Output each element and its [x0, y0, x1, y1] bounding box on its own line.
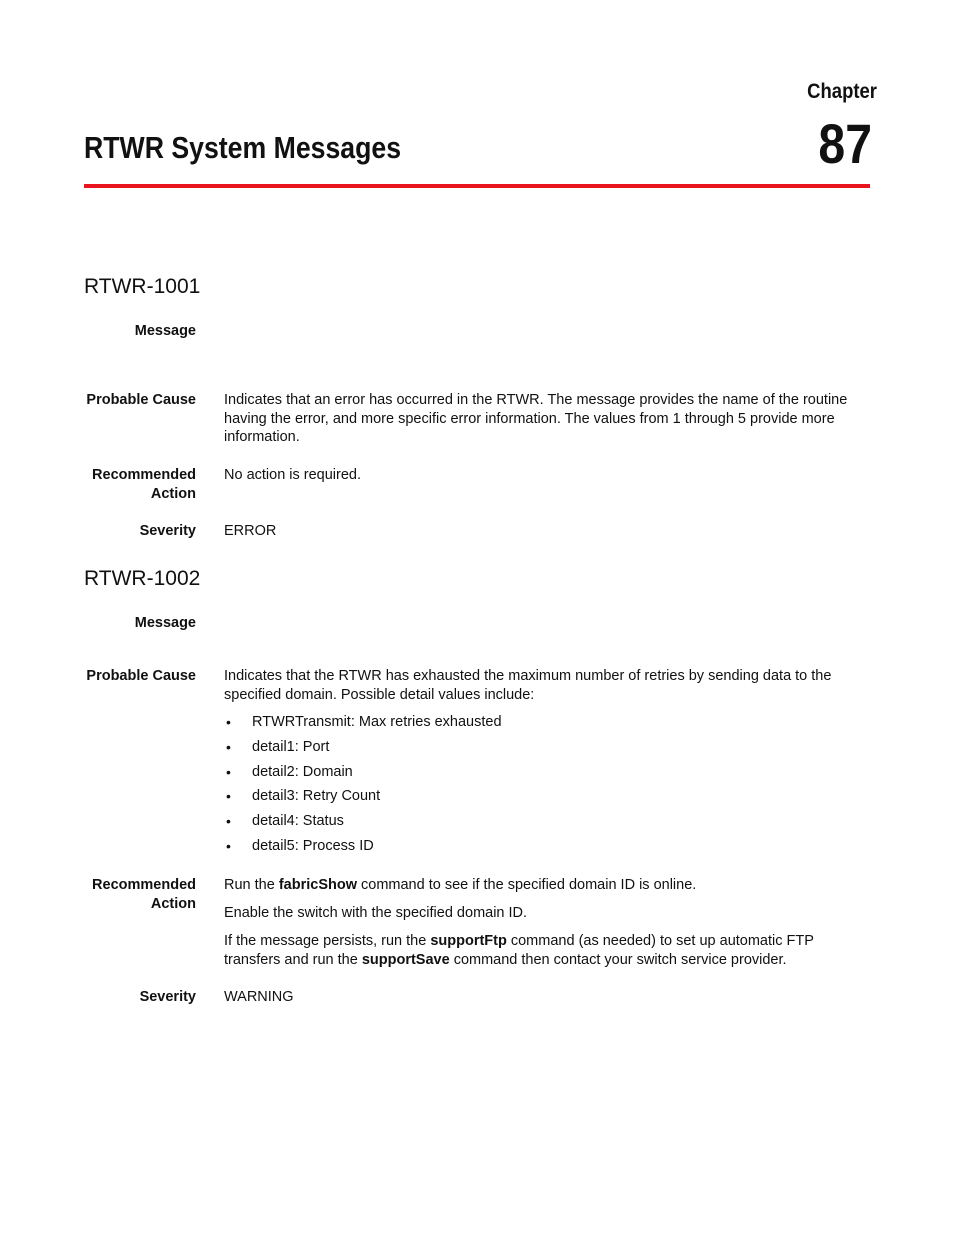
bullet-icon: • — [226, 763, 231, 780]
recommended-action-label — [60, 876, 196, 914]
list-item: • RTWRTransmit: Max retries exhausted — [226, 714, 502, 730]
probable-cause-paragraph: Indicates that an error has occurred in the RTWR. The message provides the name of the routine having the error, and more specific error information. The values from 1 through 5 provide more information. — [224, 392, 848, 445]
severity-label: Severity — [139, 989, 196, 1005]
probable-cause-text — [224, 667, 869, 862]
recommended-action-label-line2: Action — [150, 896, 196, 912]
chapter-number: 87 — [818, 112, 872, 175]
list-item: • detail4: Status — [226, 813, 344, 830]
list-item: • detail5: Process ID — [226, 837, 374, 854]
bullet-icon: • — [226, 813, 231, 830]
bullet-icon: • — [226, 788, 231, 805]
recommended-action-text: No action is required. — [224, 467, 362, 483]
recommended-action-label-line2: Action — [150, 486, 196, 502]
message-label: Message — [134, 615, 196, 631]
recommended-action-label-line1: Recommended — [92, 467, 196, 483]
message-heading-rtwr-1001: RTWR-1001 — [84, 275, 201, 298]
recommended-action-label — [60, 466, 196, 504]
command-supportftp: supportFtp — [430, 933, 507, 949]
chapter-divider — [84, 184, 870, 188]
message-label: Message — [134, 323, 196, 339]
severity-value: ERROR — [224, 523, 277, 539]
action-paragraph-3: If the message persists, run the supportFtp command (as needed) to set up automatic FTP transfers and run the supportSave command then contact your switch service provider. — [224, 933, 814, 968]
severity-label: Severity — [139, 523, 196, 539]
list-item: • detail2: Domain — [226, 763, 353, 780]
list-item: • detail3: Retry Count — [226, 788, 381, 805]
probable-cause-text — [224, 391, 869, 447]
action-paragraph-1: Run the fabricShow command to see if the specified domain ID is online. — [224, 877, 697, 893]
probable-cause-label: Probable Cause — [86, 392, 196, 408]
command-supportsave: supportSave — [361, 951, 450, 968]
bullet-icon: • — [226, 714, 231, 730]
severity-value: WARNING — [224, 989, 294, 1005]
bullet-icon: • — [226, 738, 231, 755]
chapter-title: RTWR System Messages — [84, 130, 402, 165]
recommended-action-text — [224, 876, 869, 969]
message-heading-rtwr-1002: RTWR-1002 — [84, 567, 201, 590]
list-item: • detail1: Port — [226, 738, 330, 755]
bullet-icon: • — [226, 837, 231, 854]
probable-cause-label: Probable Cause — [86, 668, 196, 684]
command-fabricshow: fabricShow — [278, 877, 357, 893]
recommended-action-label-line1: Recommended — [92, 877, 196, 893]
probable-cause-paragraph: Indicates that the RTWR has exhausted the maximum number of retries by sending data to the specified domain. Possible detail values include: — [224, 668, 832, 703]
chapter-label: Chapter — [807, 80, 877, 103]
detail-list — [224, 713, 869, 862]
action-paragraph-2: Enable the switch with the specified domain ID. — [224, 905, 528, 921]
